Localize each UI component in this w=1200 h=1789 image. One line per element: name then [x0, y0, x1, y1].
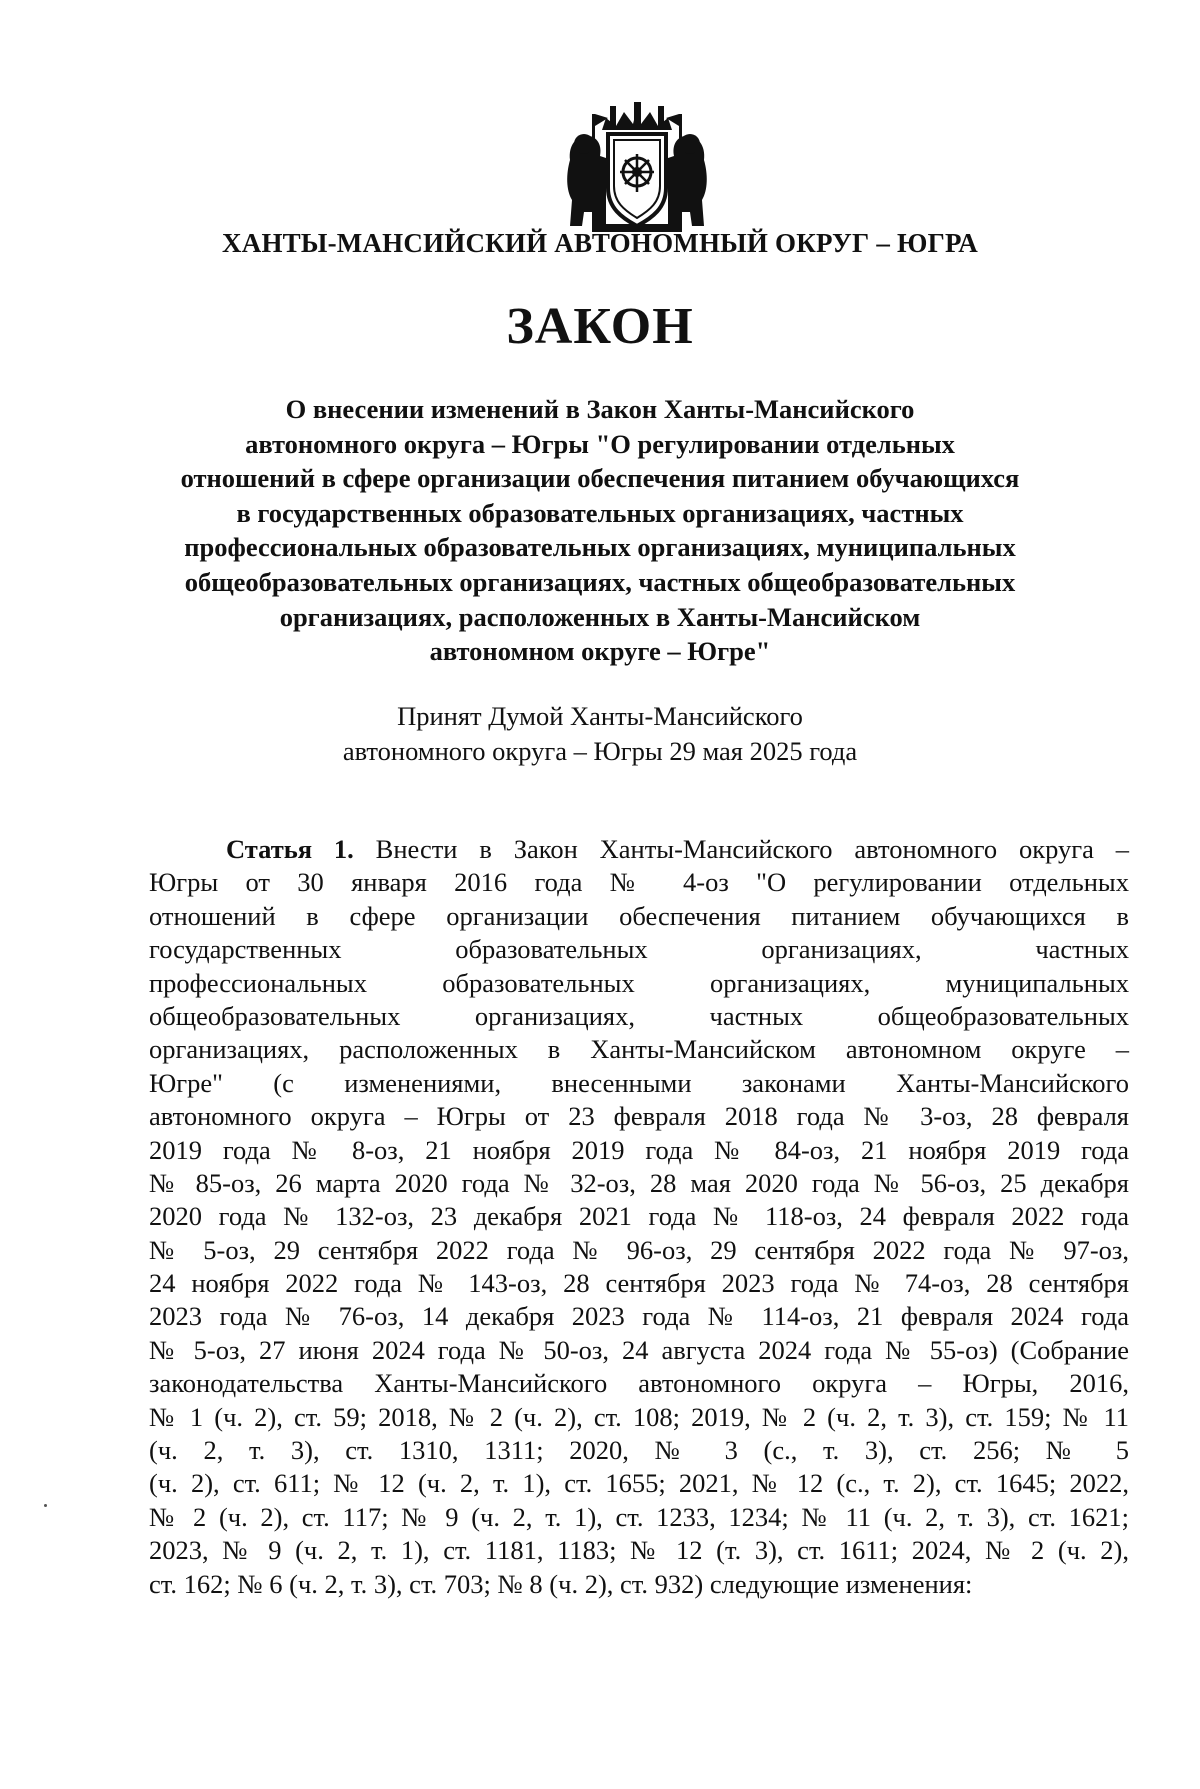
law-title-line: профессиональных образовательных организациях, муниципальных [184, 532, 1016, 563]
article-line: автономного округа – Югры от 23 февраля 2018 года № 3-оз, 28 февраля [149, 1101, 1129, 1132]
document-type: ЗАКОН [506, 298, 694, 355]
article-line: законодательства Ханты-Мансийского автономного округа – Югры, 2016, [149, 1368, 1129, 1399]
article-line: 2023 года № 76-оз, 14 декабря 2023 года № 114-оз, 21 февраля 2024 года [149, 1301, 1129, 1332]
article-line: № 2 (ч. 2), ст. 117; № 9 (ч. 2, т. 1), ст. 1233, 1234; № 11 (ч. 2, т. 3), ст. 1621; [149, 1501, 1129, 1532]
article-first-line [149, 833, 1129, 866]
article-1 [149, 833, 1129, 1601]
article-line: (ч. 2, т. 3), ст. 1310, 1311; 2020, № 3 (с., т. 3), ст. 256; № 5 [149, 1435, 1129, 1466]
article-line: Югры от 30 января 2016 года № 4-оз "О регулировании отдельных [149, 867, 1129, 898]
article-line: отношений в сфере организации обеспечения питанием обучающихся в [149, 900, 1129, 931]
article-line: профессиональных образовательных организациях, муниципальных [149, 967, 1129, 998]
article-line: № 5-оз, 27 июня 2024 года № 50-оз, 24 августа 2024 года № 55-оз) (Собрание [149, 1334, 1129, 1365]
article-line: 24 ноября 2022 года № 143-оз, 28 сентября 2023 года № 74-оз, 28 сентября [149, 1268, 1129, 1299]
law-title-line: организациях, расположенных в Ханты-Мансийском [279, 601, 921, 632]
article-line: № 5-оз, 29 сентября 2022 года № 96-оз, 29 сентября 2022 года № 97-оз, [149, 1234, 1129, 1265]
article-first-text: Внести в Закон Ханты-Мансийского автономного округа – [353, 834, 1130, 864]
region-title: ХАНТЫ-МАНСИЙСКИЙ АВТОНОМНЫЙ ОКРУГ – ЮГРА [222, 228, 978, 258]
article-line: (ч. 2), ст. 611; № 12 (ч. 2, т. 1), ст. 1655; 2021, № 12 (с., т. 2), ст. 1645; 2022, [149, 1468, 1129, 1499]
article-label: Статья 1. [226, 834, 354, 864]
law-title-line: отношений в сфере организации обеспечения питанием обучающихся [180, 463, 1020, 494]
adoption-note [0, 699, 1200, 769]
coat-of-arms-icon [562, 100, 712, 240]
article-line: № 1 (ч. 2), ст. 59; 2018, № 2 (ч. 2), ст. 108; 2019, № 2 (ч. 2, т. 3), ст. 159; № 11 [149, 1401, 1129, 1432]
law-title-line: автономном округе – Югре" [429, 636, 771, 667]
article-line: государственных образовательных организациях, частных [149, 934, 1129, 965]
scan-speck [44, 1504, 47, 1507]
article-line: 2020 года № 132-оз, 23 декабря 2021 года № 118-оз, 24 февраля 2022 года [149, 1201, 1129, 1232]
article-line: организациях, расположенных в Ханты-Мансийском автономном округе – [149, 1034, 1129, 1065]
law-title [140, 392, 1060, 669]
article-line: ст. 162; № 6 (ч. 2, т. 3), ст. 703; № 8 (ч. 2), ст. 932) следующие изменения: [149, 1568, 973, 1599]
article-line: 2023, № 9 (ч. 2, т. 1), ст. 1181, 1183; № 12 (т. 3), ст. 1611; 2024, № 2 (ч. 2), [149, 1535, 1129, 1566]
article-line: 2019 года № 8-оз, 21 ноября 2019 года № 84-оз, 21 ноября 2019 года [149, 1134, 1129, 1165]
law-title-line: общеобразовательных организациях, частных общеобразовательных [184, 566, 1016, 597]
article-line: Югре" (с изменениями, внесенными законами Ханты-Мансийского [149, 1067, 1129, 1098]
law-title-line: в государственных образовательных организациях, частных [236, 497, 964, 528]
article-line: № 85-оз, 26 марта 2020 года № 32-оз, 28 мая 2020 года № 56-оз, 25 декабря [149, 1167, 1129, 1198]
article-line: общеобразовательных организациях, частных общеобразовательных [149, 1000, 1129, 1031]
law-title-line: автономного округа – Югры "О регулировании отдельных [245, 428, 955, 459]
law-title-line: О внесении изменений в Закон Ханты-Мансийского [285, 394, 915, 424]
adoption-line: Принят Думой Ханты-Мансийского [397, 701, 803, 731]
adoption-line: автономного округа – Югры 29 мая 2025 года [342, 736, 858, 766]
